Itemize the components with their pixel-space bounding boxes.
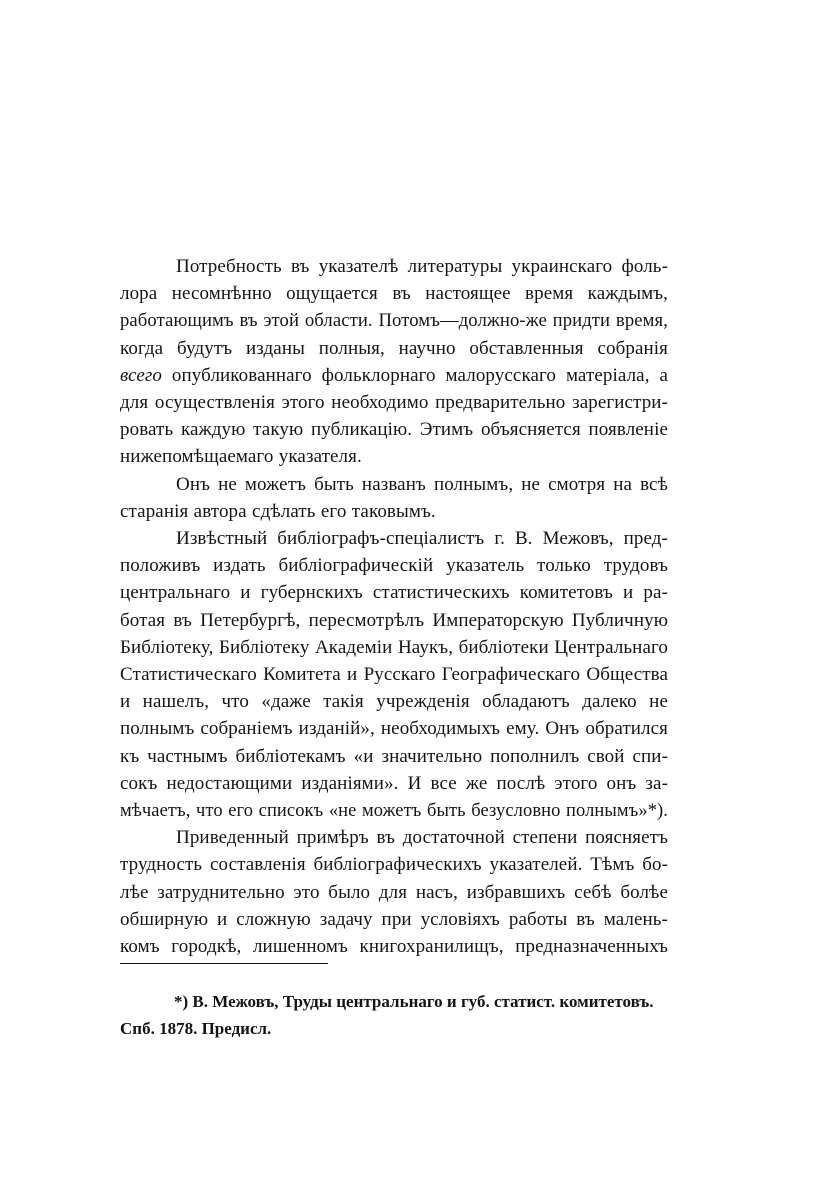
text-line: лора несомнѣнно ощущается въ настоящее время каждымъ, [120,283,668,305]
text-line: сокъ недостающими изданіями». И все же послѣ этого онъ за- [120,772,668,794]
text-line: Потребность въ указателѣ литературы украинскаго фоль- [176,256,668,277]
text-line: Приведенный примѣръ въ достаточной степени поясняетъ [176,827,668,849]
text-line: положивъ издать библіографическій указатель только трудовъ [120,555,668,577]
text-line: мѣчаетъ, что его списокъ «не можетъ быть безусловно полнымъ»*). [120,800,668,821]
text-line: комъ городкѣ, лишенномъ книгохранилищъ, предназначенныхъ [120,936,668,958]
footnote-divider [120,963,328,964]
footnote [120,988,668,1042]
text-line: къ частнымъ библіотекамъ «и значительно пополнилъ свой спи- [120,745,668,767]
text-line: всего опубликованнаго фольклорнаго малорусскаго матеріала, а [120,364,668,386]
text-line: центральнаго и губернскихъ статистическихъ комитетовъ и ра- [120,582,668,604]
paragraph-2 [120,471,668,525]
text-line: и нашелъ, что «даже такія учрежденія обладаютъ далеко не [120,691,668,713]
text-line: старанія автора сдѣлать его таковымъ. [120,500,436,522]
text-line: Извѣстный библіографъ-спеціалистъ г. В. Межовъ, пред- [176,528,668,550]
body-text [120,253,668,960]
text-line: полнымъ собраніемъ изданій», необходимыхъ ему. Онъ обратился [120,718,668,740]
text-line: обширную и сложную задачу при условіяхъ работы въ малень- [120,908,668,930]
text-line: Онъ не можетъ быть названъ полнымъ, не смотря на всѣ [176,473,668,495]
paragraph-3 [120,525,668,824]
paragraph-4 [120,824,668,960]
text-line: ботая въ Петербургѣ, пересмотрѣлъ Императорскую Публичную [120,609,668,631]
text-line: нижепомѣщаемаго указателя. [120,446,362,468]
text-line: Статистическаго Комитета и Русскаго Географическаго Общества [120,664,668,686]
text-line: лѣе затруднительно это было для насъ, избравшихъ себѣ болѣе [120,881,668,903]
text-line: для осуществленія этого необходимо предварительно зарегистри- [120,392,668,414]
footnote-line: Спб. 1878. Предисл. [120,1019,272,1038]
footnote-line: *) В. Межовъ, Труды центральнаго и губ. статист. комитетовъ. [174,992,654,1011]
text-line: трудность составленія библіографическихъ указателей. Тѣмъ бо- [120,854,668,876]
text-line: работающимъ въ этой области. Потомъ—должно-же придти время, [120,310,668,332]
paragraph-1 [120,253,668,471]
text-line: ровать каждую такую публикацію. Этимъ объясняется появленіе [120,419,668,441]
text-line: Библіотеку, Библіотеку Академіи Наукъ, библіотеки Центральнаго [120,636,668,658]
text-line: когда будутъ изданы полныя, научно обставленныя собранія [120,337,668,359]
